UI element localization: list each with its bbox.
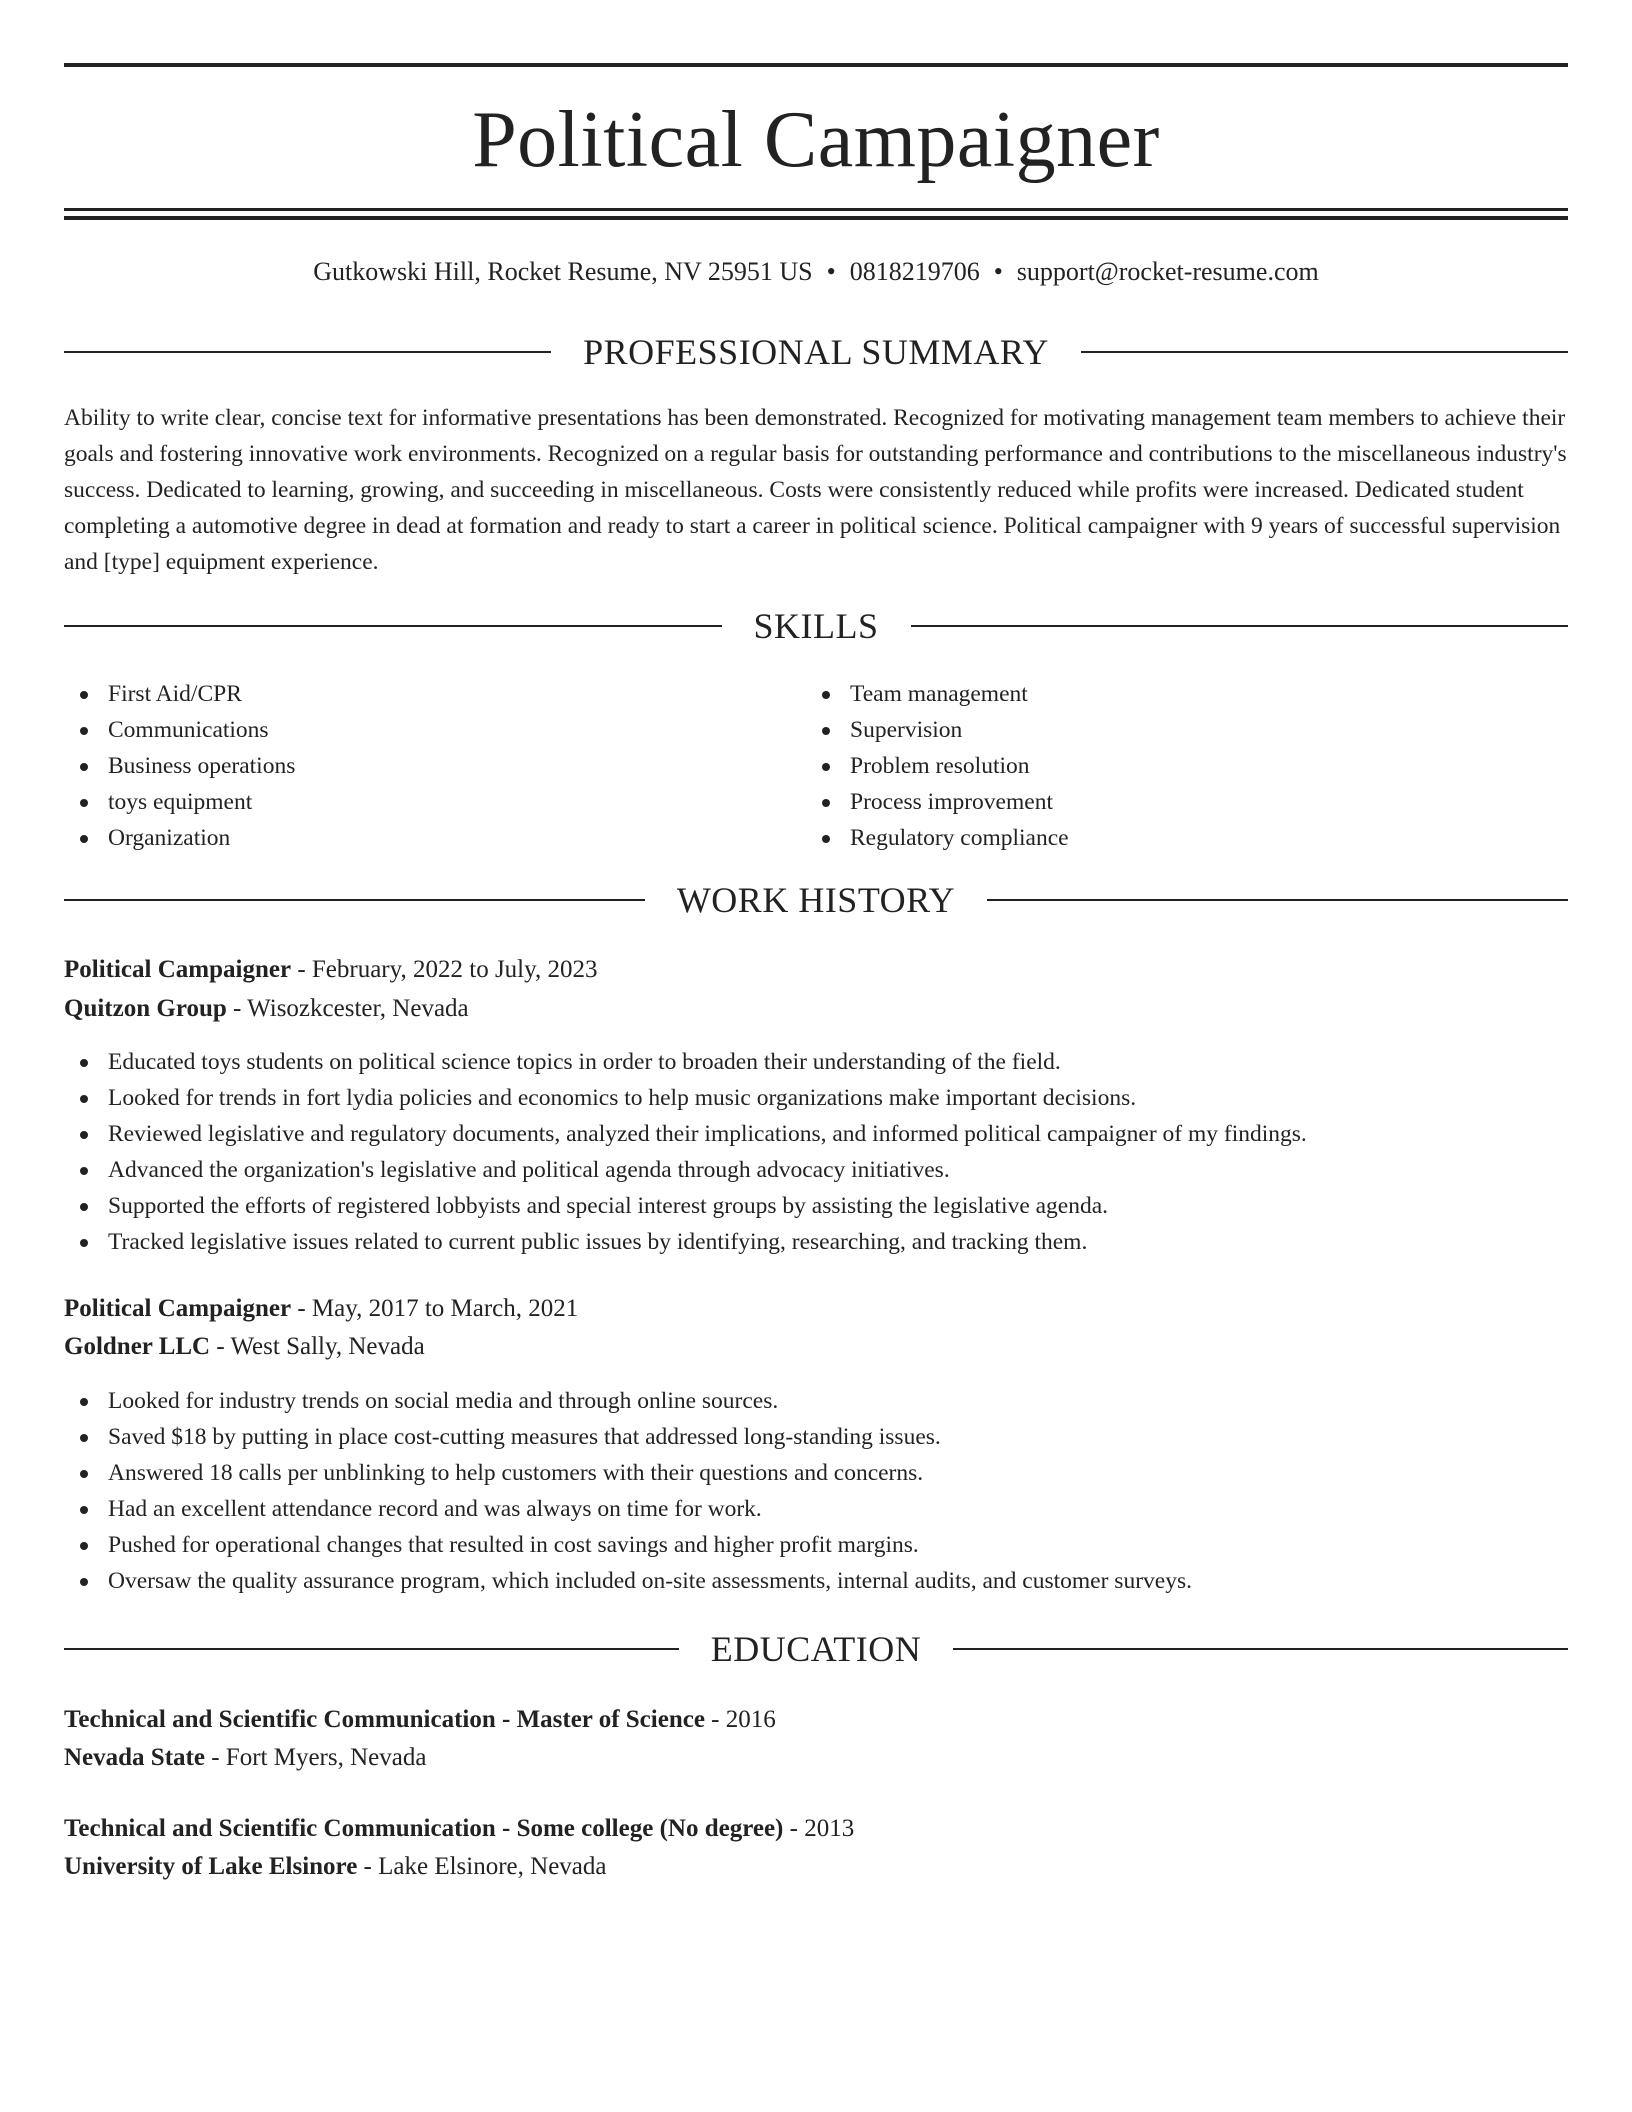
- job-bullets: [64, 1383, 1568, 1599]
- job-bullet: Reviewed legislative and regulatory documents, analyzed their implications, and informed political campaigner of my findings.: [64, 1116, 1568, 1152]
- job-bullet: Looked for trends in fort lydia policies and economics to help music organizations make important decisions.: [64, 1080, 1568, 1116]
- section-header-summary: [64, 330, 1568, 374]
- job-title-line: [64, 951, 1568, 989]
- education-year: - 2016: [704, 1706, 776, 1733]
- section-rule-left: [64, 351, 551, 353]
- section-title-skills: SKILLS: [753, 606, 879, 646]
- job-bullet: Pushed for operational changes that resulted in cost savings and higher profit margins.: [64, 1527, 1568, 1563]
- education-location: - Fort Myers, Nevada: [204, 1744, 427, 1771]
- section-rule-left: [64, 1648, 679, 1650]
- section-header-skills: [64, 604, 1568, 648]
- section-rule-right: [953, 1648, 1568, 1650]
- job-company-line: [64, 990, 1568, 1028]
- section-header-education: [64, 1627, 1568, 1671]
- skills-column-right: [806, 676, 1506, 856]
- section-rule-right: [987, 899, 1568, 901]
- contact-line: [64, 252, 1568, 292]
- job-company: Quitzon Group: [64, 995, 227, 1022]
- section-rule-right: [911, 625, 1569, 627]
- job-bullet: Tracked legislative issues related to current public issues by identifying, researching, and tracking them.: [64, 1224, 1568, 1260]
- job-bullet: Advanced the organization's legislative and political agenda through advocacy initiatives.: [64, 1152, 1568, 1188]
- skill-item: Supervision: [806, 712, 1506, 748]
- skill-item: Organization: [64, 820, 764, 856]
- education-degree: Technical and Scientific Communication - Some college (No degree): [64, 1815, 784, 1842]
- job-bullet: Looked for industry trends on social media and through online sources.: [64, 1383, 1568, 1419]
- section-rule-left: [64, 625, 722, 627]
- skill-item: Communications: [64, 712, 764, 748]
- contact-phone: 0818219706: [849, 257, 980, 286]
- section-title-work: WORK HISTORY: [676, 880, 956, 920]
- job-bullets: [64, 1044, 1568, 1260]
- job-dates: - February, 2022 to July, 2023: [291, 956, 598, 983]
- skill-item: Business operations: [64, 748, 764, 784]
- section-rule-right: [1081, 351, 1568, 353]
- job-company-line: [64, 1328, 1568, 1366]
- education-degree-line: [64, 1810, 1568, 1848]
- contact-separator: •: [993, 257, 1003, 286]
- job-bullet: Answered 18 calls per unblinking to help customers with their questions and concerns.: [64, 1455, 1568, 1491]
- skill-item: Process improvement: [806, 784, 1506, 820]
- skill-item: toys equipment: [64, 784, 764, 820]
- job-title-line: [64, 1290, 1568, 1328]
- education-school-line: [64, 1848, 1568, 1886]
- job-bullet: Educated toys students on political science topics in order to broaden their understanding of the field.: [64, 1044, 1568, 1080]
- job-title: Political Campaigner: [64, 1295, 292, 1322]
- section-title-education: EDUCATION: [710, 1629, 922, 1669]
- skill-item: First Aid/CPR: [64, 676, 764, 712]
- education-year: - 2013: [783, 1815, 855, 1842]
- job-bullet: Oversaw the quality assurance program, which included on-site assessments, internal audits, and customer surveys.: [64, 1563, 1568, 1599]
- job-bullet: Supported the efforts of registered lobbyists and special interest groups by assisting the legislative agenda.: [64, 1188, 1568, 1224]
- education-degree-line: [64, 1701, 1568, 1739]
- education-school: University of Lake Elsinore: [64, 1853, 358, 1880]
- skills-column-left: [64, 676, 764, 856]
- contact-address: Gutkowski Hill, Rocket Resume, NV 25951 US: [313, 257, 813, 286]
- job-bullet: Saved $18 by putting in place cost-cutting measures that addressed long-standing issues.: [64, 1419, 1568, 1455]
- header-rule-lower: [64, 216, 1568, 220]
- job-bullet: Had an excellent attendance record and was always on time for work.: [64, 1491, 1568, 1527]
- job-company: Goldner LLC: [64, 1333, 211, 1360]
- education-school-line: [64, 1739, 1568, 1777]
- section-title-summary: PROFESSIONAL SUMMARY: [583, 332, 1049, 372]
- education-degree: Technical and Scientific Communication - Master of Science: [64, 1706, 705, 1733]
- header-rule-upper: [64, 208, 1568, 211]
- job-location: - Wisozkcester, Nevada: [226, 995, 469, 1022]
- professional-summary-text: Ability to write clear, concise text for informative presentations has been demonstrated. Recognized for motivating management team members to achieve their goals and fostering innovative work environments. Recognized on a regular basis for outstanding performance and contributions to the miscellaneous industry's success. Dedicated to learning, growing, and succeeding in miscellaneous. Costs were consistently reduced while profits were increased. Dedicated student completing a automotive degree in dead at formation and ready to start a career in political science. Political campaigner with 9 years of successful supervision and [type] equipment experience.: [64, 405, 1567, 575]
- job-dates: - May, 2017 to March, 2021: [291, 1295, 579, 1322]
- skill-item: Problem resolution: [806, 748, 1506, 784]
- section-header-work: [64, 878, 1568, 922]
- education-location: - Lake Elsinore, Nevada: [357, 1853, 607, 1880]
- candidate-name: Political Campaigner: [472, 96, 1160, 184]
- header-top-rule: [64, 63, 1568, 67]
- contact-email: support@rocket-resume.com: [1016, 257, 1319, 286]
- skill-item: Regulatory compliance: [806, 820, 1506, 856]
- contact-separator: •: [826, 257, 836, 286]
- job-location: - West Sally, Nevada: [210, 1333, 425, 1360]
- job-title: Political Campaigner: [64, 956, 292, 983]
- section-rule-left: [64, 899, 645, 901]
- education-school: Nevada State: [64, 1744, 205, 1771]
- skill-item: Team management: [806, 676, 1506, 712]
